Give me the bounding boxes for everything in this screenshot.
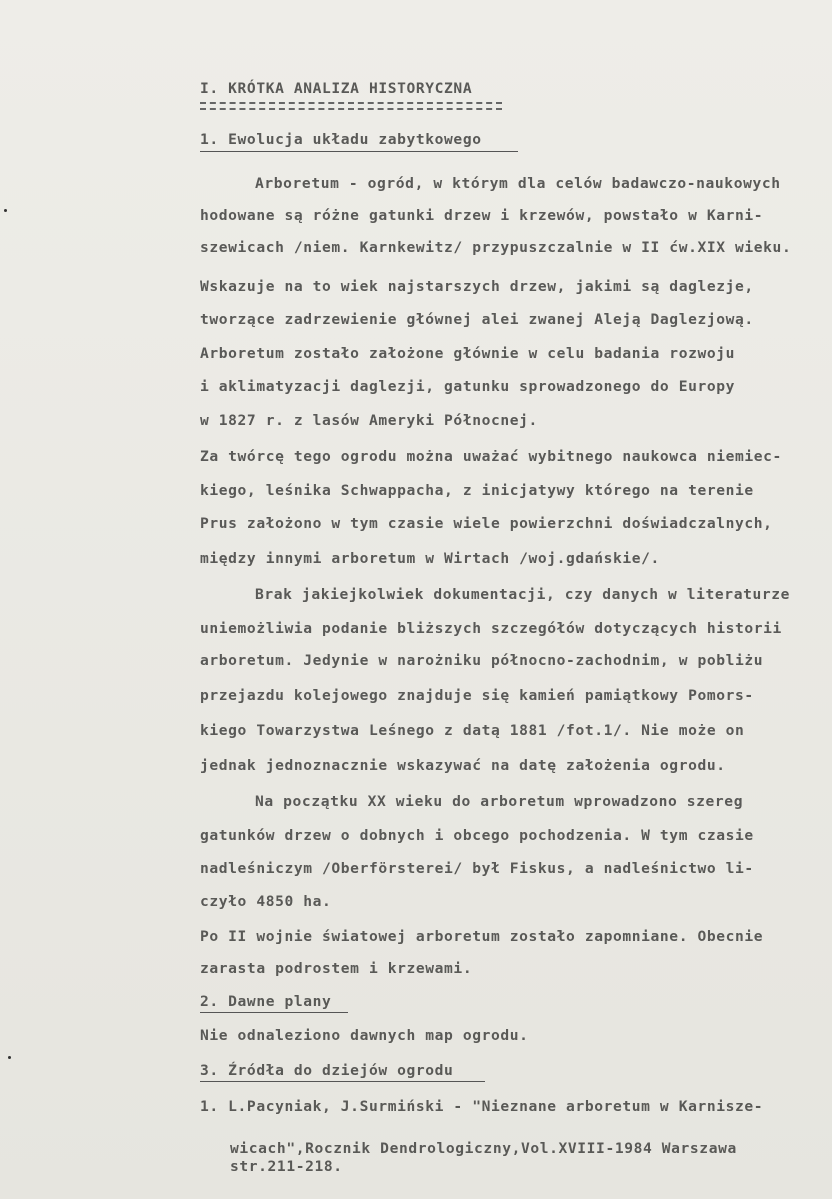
section-1-title: 1. Ewolucja układu zabytkowego <box>200 131 482 148</box>
margin-mark <box>4 209 7 212</box>
body-line: Prus założono w tym czasie wiele powierzchni doświadczalnych, <box>200 515 773 532</box>
body-line: szewicach /niem. Karnkewitz/ przypuszczalnie w II ćw.XIX wieku. <box>200 239 792 256</box>
section-1-underline <box>200 151 518 152</box>
body-line: tworzące zadrzewienie głównej alei zwanej Aleją Daglezjową. <box>200 311 754 328</box>
body-line: Arboretum - ogród, w którym dla celów badawczo-naukowych <box>255 175 781 192</box>
section-3-title: 3. Źródła do dziejów ogrodu <box>200 1062 454 1079</box>
body-line: Arboretum zostało założone głównie w celu badania rozwoju <box>200 345 736 362</box>
body-line: Na początku XX wieku do arboretum wprowadzono szereg <box>255 793 744 810</box>
source-line: 1. L.Pacyniak, J.Surmiński - "Nieznane arboretum w Karnisze- <box>200 1098 764 1115</box>
body-line: przejazdu kolejowego znajduje się kamień pamiątkowy Pomors- <box>200 687 754 704</box>
body-line: Za twórcę tego ogrodu można uważać wybitnego naukowca niemiec- <box>200 448 782 465</box>
body-line: kiego, leśnika Schwappacha, z inicjatywy którego na terenie <box>200 482 754 499</box>
source-line: str.211-218. <box>230 1158 343 1175</box>
body-line: zarasta podrostem i krzewami. <box>200 960 473 977</box>
body-line: arboretum. Jedynie w narożniku północno-zachodnim, w pobliżu <box>200 652 764 669</box>
body-line: Po II wojnie światowej arboretum zostało zapomniane. Obecnie <box>200 928 764 945</box>
margin-mark <box>8 1056 11 1059</box>
body-line: Wskazuje na to wiek najstarszych drzew, jakimi są daglezje, <box>200 278 754 295</box>
heading-double-underline <box>200 102 502 110</box>
body-line: jednak jednoznacznie wskazywać na datę założenia ogrodu. <box>200 757 726 774</box>
source-line: wicach",Rocznik Dendrologiczny,Vol.XVIII-1984 Warszawa <box>230 1140 737 1157</box>
body-line: w 1827 r. z lasów Ameryki Północnej. <box>200 412 538 429</box>
section-3-underline <box>200 1081 485 1082</box>
body-line: między innymi arboretum w Wirtach /woj.gdańskie/. <box>200 550 660 567</box>
body-line: i aklimatyzacji daglezji, gatunku sprowadzonego do Europy <box>200 378 736 395</box>
section-2-title: 2. Dawne plany <box>200 993 332 1010</box>
body-line: hodowane są różne gatunki drzew i krzewów, powstało w Karni- <box>200 207 764 224</box>
body-line: nadleśniczym /Oberförsterei/ był Fiskus, a nadleśnictwo li- <box>200 860 754 877</box>
body-line: gatunków drzew o dobnych i obcego pochodzenia. W tym czasie <box>200 827 754 844</box>
main-heading: I. KRÓTKA ANALIZA HISTORYCZNA <box>200 80 473 97</box>
section-2-text: Nie odnaleziono dawnych map ogrodu. <box>200 1027 529 1044</box>
body-line: kiego Towarzystwa Leśnego z datą 1881 /fot.1/. Nie może on <box>200 722 745 739</box>
body-line: Brak jakiejkolwiek dokumentacji, czy danych w literaturze <box>255 586 791 603</box>
body-line: uniemożliwia podanie bliższych szczegółów dotyczących historii <box>200 620 782 637</box>
body-line: czyło 4850 ha. <box>200 893 332 910</box>
section-2-underline <box>200 1012 348 1013</box>
